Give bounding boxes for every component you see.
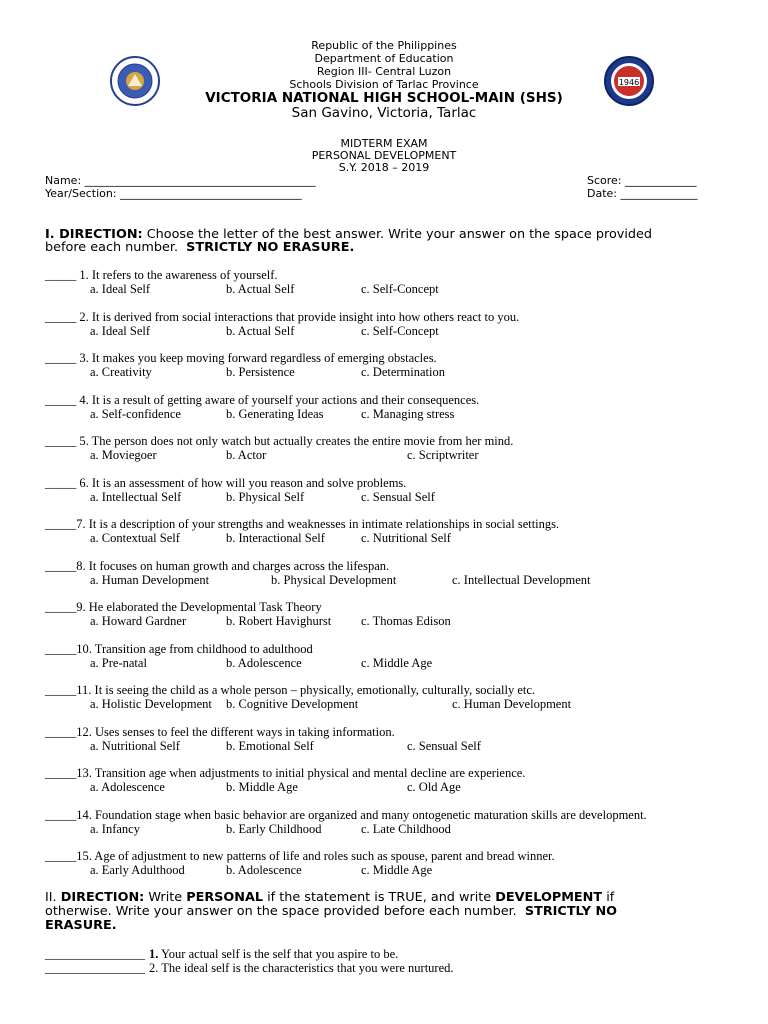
choice-c: c. Middle Age [361, 863, 433, 877]
choice-b: b. Persistence [226, 365, 295, 379]
part2-no-erasure-1: STRICTLY NO [524, 904, 618, 919]
choice-a: a. Infancy [90, 821, 140, 836]
seal-year: 1946 [618, 78, 640, 87]
header-line-region: Region III- Central Luzon [316, 65, 452, 78]
part1-direction-label: I. DIRECTION: [45, 227, 143, 242]
choice-b: b. Emotional Self [226, 738, 314, 753]
choice-a: a. Moviegoer [90, 448, 157, 462]
part2-direction-label: DIRECTION: [60, 890, 145, 905]
choice-a: a. Self-confidence [90, 406, 181, 421]
choice-c: c. Managing stress [361, 406, 455, 421]
header-line-division: Schools Division of Tarlac Province [289, 78, 479, 91]
choice-b: b. Adolescence [226, 863, 302, 877]
choice-c: c. Scriptwriter [407, 448, 479, 462]
question-text: _____11. It is seeing the child as a whole person – physically, emotionally, culturally, socially etc. [45, 683, 536, 697]
part2-personal-word: PERSONAL [186, 890, 264, 905]
part1-direction-text: Choose the letter of the best answer. Write your answer on the space provided [142, 227, 653, 242]
question-text: _____ 1. It refers to the awareness of yourself. [45, 268, 278, 282]
choice-c: c. Late Childhood [361, 821, 451, 836]
choice-c: c. Intellectual Development [452, 572, 591, 587]
answer-blank[interactable]: ________________ [45, 961, 145, 975]
part2-numeral: II. [45, 890, 57, 905]
header-line-republic: Republic of the Philippines [311, 39, 457, 52]
question-text: _____15. Age of adjustment to new patterns of life and roles such as spouse, parent and bread winner. [45, 849, 555, 863]
choice-b: b. Interactional Self [226, 531, 325, 545]
school-name: VICTORIA NATIONAL HIGH SCHOOL-MAIN (SHS) [205, 90, 563, 106]
part2-item [45, 947, 398, 961]
score-field[interactable]: Score: _____________ [587, 174, 697, 187]
item-number: 2. [149, 961, 159, 975]
item-text: Your actual self is the self that you aspire to be. [158, 947, 399, 961]
part2-direction [45, 890, 614, 905]
choice-b: b. Early Childhood [226, 821, 322, 836]
part2-direction-line3-row [45, 918, 117, 933]
school-year: S.Y. 2018 – 2019 [338, 161, 430, 174]
choice-a: a. Human Development [90, 572, 210, 587]
choice-a: a. Holistic Development [90, 697, 212, 711]
part2-direction-line2-row [45, 904, 617, 919]
choice-b: b. Cognitive Development [226, 697, 359, 711]
choice-b: b. Generating Ideas [226, 406, 324, 421]
choice-a: a. Ideal Self [90, 323, 151, 338]
name-field[interactable]: Name: __________________________________________ [45, 174, 316, 187]
choice-c: c. Self-Concept [361, 282, 439, 296]
choice-b: b. Robert Havighurst [226, 614, 332, 628]
exam-title: MIDTERM EXAM [340, 137, 428, 150]
choice-c: c. Old Age [407, 780, 461, 794]
choice-a: a. Nutritional Self [90, 738, 180, 753]
subject-title: PERSONAL DEVELOPMENT [311, 149, 457, 162]
year-section-field[interactable]: Year/Section: _________________________________ [45, 187, 302, 200]
choice-a: a. Early Adulthood [90, 863, 185, 877]
question-text: _____ 3. It makes you keep moving forward regardless of emerging obstacles. [45, 351, 437, 365]
item-text: The ideal self is the characteristics that you were nurtured. [158, 961, 454, 975]
choice-b: b. Actor [226, 448, 267, 462]
question-text: _____ 5. The person does not only watch but actually creates the entire movie from her mind. [45, 434, 514, 448]
choice-c: c. Nutritional Self [361, 531, 451, 545]
choice-c: c. Self-Concept [361, 323, 439, 338]
choice-c: c. Thomas Edison [361, 614, 451, 628]
choice-b: b. Adolescence [226, 655, 302, 670]
question-text: _____13. Transition age when adjustments to initial physical and mental decline are experience. [45, 766, 526, 780]
choice-c: c. Sensual Self [361, 489, 435, 504]
part2-development-word: DEVELOPMENT [495, 890, 603, 905]
part2-text1: Write [144, 890, 187, 905]
question-text: _____7. It is a description of your strengths and weaknesses in intimate relationships in social settings. [45, 517, 560, 531]
choice-c: c. Middle Age [361, 655, 433, 670]
item-number: 1. [149, 947, 159, 961]
header-line-department: Department of Education [314, 52, 454, 65]
question-text: _____ 6. It is an assessment of how will you reason and solve problems. [45, 475, 407, 490]
choice-b: b. Physical Development [271, 572, 397, 587]
choice-a: a. Contextual Self [90, 531, 180, 545]
choice-c: c. Determination [361, 365, 445, 379]
choice-b: b. Physical Self [226, 489, 305, 504]
choice-a: a. Howard Gardner [90, 614, 187, 628]
choice-c: c. Human Development [452, 697, 572, 711]
choice-a: a. Pre-natal [90, 655, 147, 670]
part2-text3: if [602, 890, 615, 905]
part1-no-erasure: STRICTLY NO ERASURE. [186, 240, 355, 255]
choice-a: a. Intellectual Self [90, 489, 182, 504]
part2-item [45, 961, 454, 975]
question-text: _____10. Transition age from childhood to adulthood [45, 641, 313, 656]
choice-c: c. Sensual Self [407, 738, 481, 753]
date-field[interactable]: Date: ______________ [587, 187, 698, 200]
question-text: _____9. He elaborated the Developmental Task Theory [45, 600, 322, 614]
choice-a: a. Ideal Self [90, 282, 151, 296]
school-address: San Gavino, Victoria, Tarlac [291, 105, 477, 121]
part2-no-erasure-2: ERASURE. [45, 918, 117, 933]
choice-b: b. Actual Self [226, 323, 295, 338]
question-text: _____ 2. It is derived from social interactions that provide insight into how others react to you. [45, 309, 520, 324]
question-text: _____8. It focuses on human growth and charges across the lifespan. [45, 558, 390, 573]
part2-text2: if the statement is TRUE, and write [263, 890, 496, 905]
question-text: _____12. Uses senses to feel the different ways in taking information. [45, 724, 395, 739]
question-text: _____14. Foundation stage when basic behavior are organized and many ontogenetic maturation skills are development. [45, 807, 647, 822]
choice-a: a. Creativity [90, 365, 152, 379]
question-text: _____ 4. It is a result of getting aware of yourself your actions and their consequences. [45, 392, 480, 407]
part1-direction-line2-row [45, 240, 354, 255]
choice-b: b. Middle Age [226, 780, 298, 794]
choice-a: a. Adolescence [90, 780, 165, 794]
part2-direction-line2: otherwise. Write your answer on the space provided before each number. [45, 904, 517, 919]
choice-b: b. Actual Self [226, 282, 295, 296]
answer-blank[interactable]: ________________ [45, 947, 145, 961]
part1-direction-line2: before each number. [45, 240, 179, 255]
